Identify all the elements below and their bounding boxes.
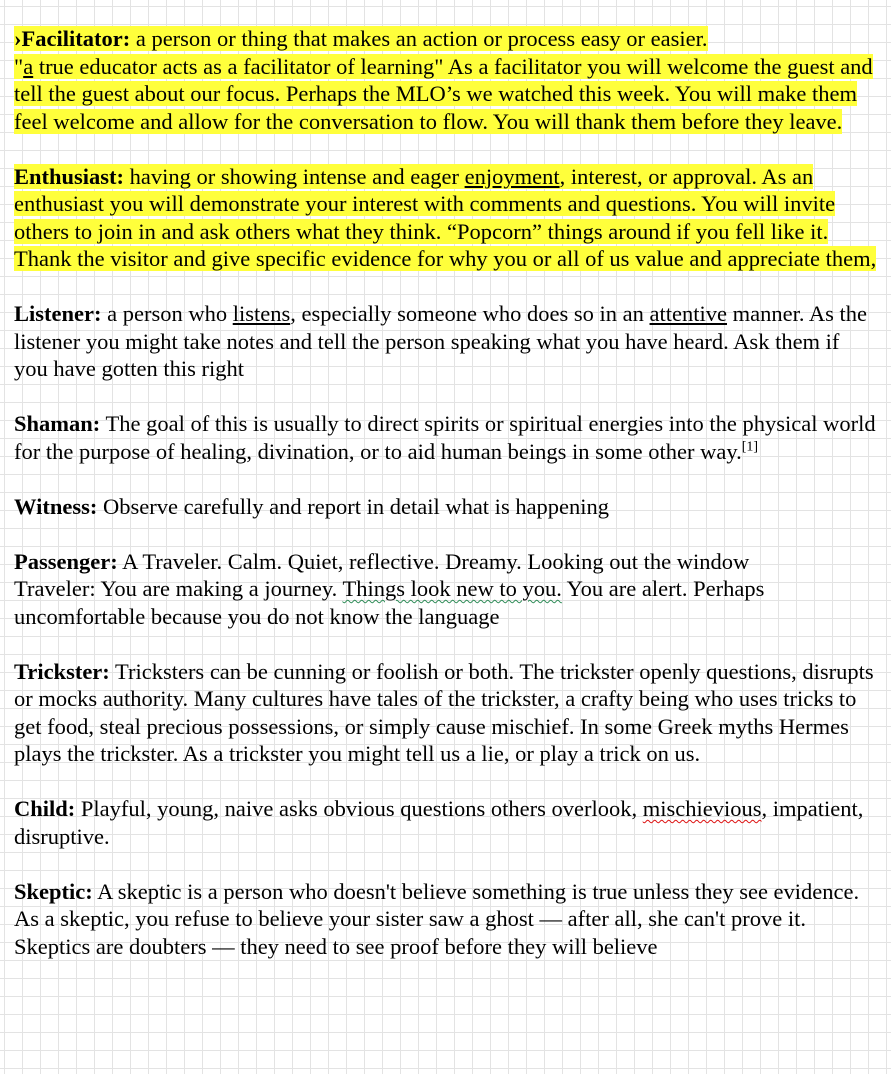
highlight-facilitator [14, 26, 873, 134]
entry-skeptic [14, 878, 877, 961]
def-listener-b: , especially someone who does so in an [290, 301, 650, 326]
entry-listener [14, 300, 877, 383]
term-facilitator: ›Facilitator: [14, 26, 131, 51]
def-child-a: Playful, young, naive asks obvious questions others overlook, [75, 796, 643, 821]
quote-underlined-a: a [23, 53, 34, 79]
link-attentive[interactable]: attentive [649, 301, 727, 326]
def-enthusiast-b: , interest, or approval. As an enthusiast you will demonstrate your interest with comments and questions. You will invite others to join in and ask others what they think. “Popcorn” things around if you fell like it. Thank the visitor and give specific evidence for why you or all of us value and appreciate them, [14, 163, 877, 271]
term-trickster: Trickster: [14, 658, 110, 684]
def-facilitator: a person or thing that makes an action or process easy or easier. [130, 26, 708, 51]
def-listener-a: a person who [101, 301, 233, 326]
def-witness: Observe carefully and report in detail what is happening [97, 493, 610, 519]
term-shaman: Shaman: [14, 411, 101, 436]
term-child: Child: [14, 796, 76, 821]
def-trickster: Tricksters can be cunning or foolish or both. The trickster openly questions, disrupts or mocks authority. Many cultures have tales of the trickster, a crafty being who uses tricks to get food, steal precious possessions, or simply cause mischief. In some Greek myths Hermes plays the trickster. As a trickster you might tell us a lie, or play a trick on us. [14, 658, 874, 766]
entry-facilitator [14, 25, 877, 135]
link-listens[interactable]: listens [232, 301, 291, 326]
term-skeptic: Skeptic: [14, 878, 93, 904]
footnote-ref[interactable]: [1] [741, 439, 759, 454]
term-listener: Listener: [14, 301, 102, 326]
entry-trickster [14, 658, 877, 768]
quote-open: " [14, 53, 24, 79]
def-listener-c: manner. As the listener you might take notes and tell the person speaking what you have heard. Ask them if you have gotten this right [14, 301, 867, 381]
entry-witness [14, 493, 877, 521]
spelling-flag-mischievious[interactable]: mischievious [642, 796, 762, 821]
def-enthusiast-a: having or showing intense and eager [124, 163, 465, 189]
term-enthusiast: Enthusiast: [14, 163, 125, 189]
term-witness: Witness: [14, 493, 98, 519]
link-enjoyment[interactable]: enjoyment [464, 163, 560, 189]
quote-facilitator: true educator acts as a facilitator of learning" As a facilitator you will welcome the guest and tell the guest about our focus. Perhaps the MLO’s we watched this week. You will make them feel welcome and allow for the conversation to flow. You will thank them before they leave. [14, 53, 873, 134]
term-passenger: Passenger: [14, 548, 118, 574]
entry-passenger [14, 548, 877, 631]
grammar-flag-things-look-new[interactable]: Things look new to you. [342, 576, 562, 601]
traveler-a: Traveler: You are making a journey. [14, 576, 343, 601]
highlight-enthusiast [14, 164, 876, 272]
def-skeptic: A skeptic is a person who doesn't believe something is true unless they see evidence. As a skeptic, you refuse to believe your sister saw a ghost — after all, she can't prove it. Skeptics are doubters — they need to see proof before they will believe [14, 878, 860, 959]
entry-enthusiast [14, 163, 877, 273]
def-child-b: , impatient, disruptive. [14, 796, 864, 849]
def-passenger: A Traveler. Calm. Quiet, reflective. Dreamy. Looking out the window [117, 548, 750, 574]
def-shaman: The goal of this is usually to direct spirits or spiritual energies into the physical world for the purpose of healing, divination, or to aid human beings in some other way. [14, 411, 876, 464]
entry-child [14, 795, 877, 850]
traveler-b: You are alert. Perhaps uncomfortable because you do not know the language [14, 576, 765, 629]
entry-shaman [14, 410, 877, 465]
